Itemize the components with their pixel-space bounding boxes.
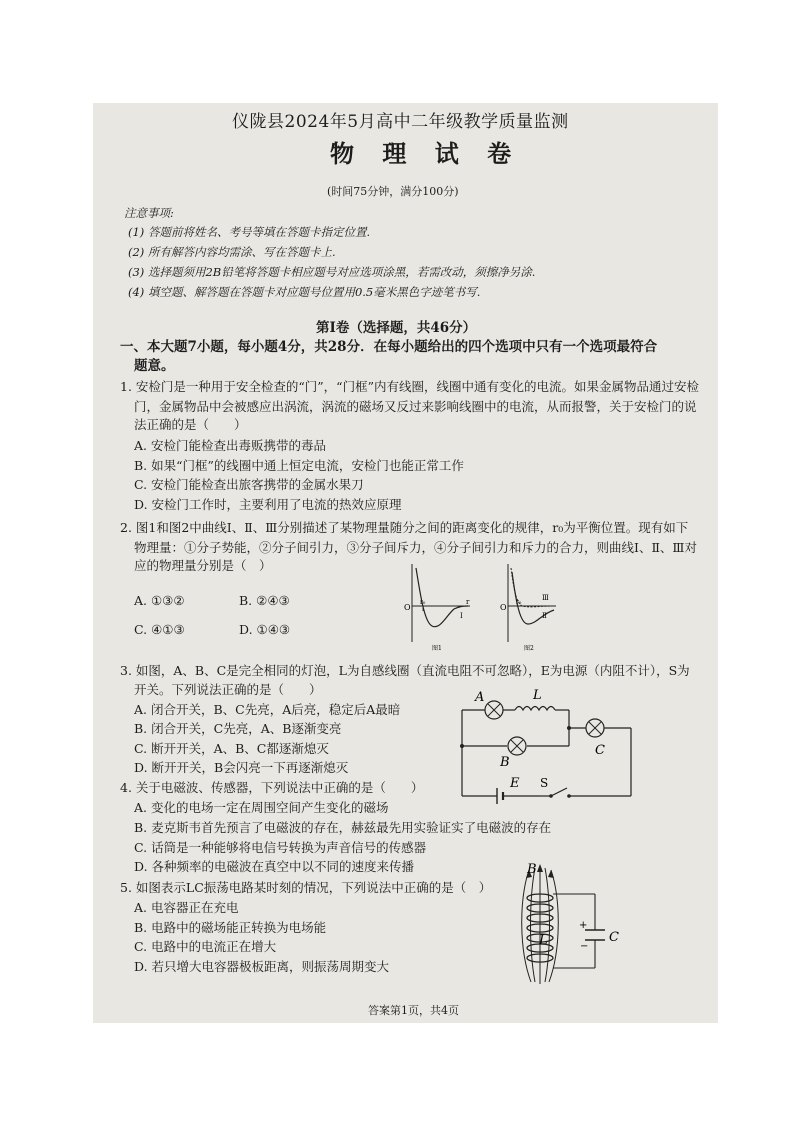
q4-option-b: B. 麦克斯韦首先预言了电磁波的存在，赫兹最先用实验证实了电磁波的存在 (134, 820, 552, 835)
fig2-curve-label-III: Ⅲ (542, 594, 549, 602)
label-L: L (539, 933, 548, 948)
q1-option-c: C. 安检门能检查出旅客携带的金属水果刀 (134, 477, 364, 492)
capacitor-plus-sign: + (579, 920, 588, 931)
q3-circuit-diagram (455, 684, 645, 804)
q1-stem: 法正确的是（ ） (134, 417, 247, 432)
page-footer: 答案第1页，共4页 (368, 1004, 459, 1017)
label-C: C (595, 743, 605, 758)
time-info: (时间75分钟，满分100分) (327, 185, 459, 198)
fig2-caption: 图2 (524, 645, 534, 652)
exam-title: 仪陇县2024年5月高中二年级教学质量监测 (232, 112, 569, 132)
q5-stem: 5. 如图表示LC振荡电路某时刻的情况，下列说法中正确的是（ ） (120, 880, 492, 895)
note-item: (4) 填空题、解答题在答题卡对应题号位置用0.5毫米黑色字迹笔书写. (128, 285, 481, 299)
fig2-origin-label: O (500, 603, 507, 612)
q5-option-b: B. 电路中的磁场能正转换为电场能 (134, 920, 327, 935)
q2-option-c: C. ④①③ (134, 622, 185, 637)
q3-option-c: C. 断开开关，A、B、C都逐渐熄灭 (134, 741, 329, 756)
fig1-origin-label: O (404, 603, 411, 612)
label-A: A (475, 690, 485, 705)
q3-stem: 开关。下列说法正确的是（ ） (134, 682, 322, 697)
notes-heading: 注意事项: (124, 206, 174, 220)
q3-option-a: A. 闭合开关，B、C先亮，A后亮，稳定后A最暗 (134, 702, 401, 717)
fig1-r-label: r (466, 598, 470, 606)
capacitor-minus-sign: − (580, 941, 589, 952)
figure-2 (500, 564, 556, 652)
label-C: C (609, 930, 619, 945)
q2-stem: 应的物理量分别是（ ） (134, 558, 272, 573)
label-S: S (540, 776, 549, 790)
inductor-L-coil (515, 707, 555, 711)
label-E: E (510, 776, 520, 791)
switch-S-blade (551, 788, 567, 796)
q1-stem: 门，金属物品中会被感应出涡流，涡流的磁场又反过来影响线圈中的电流，从而报警，关于安检门的说 (134, 399, 697, 414)
q1-option-a: A. 安检门能检查出毒贩携带的毒品 (134, 438, 326, 453)
q5-option-d: D. 若只增大电容器极板距离，则振荡周期变大 (134, 959, 390, 974)
fig1-caption: 图1 (432, 645, 442, 652)
subject-title: 物 理 试 卷 (330, 139, 522, 168)
q2-option-b: B. ②④③ (239, 593, 290, 608)
q5-option-c: C. 电路中的电流正在增大 (134, 939, 277, 954)
q2-figures (398, 562, 558, 654)
q2-option-d: D. ①④③ (239, 622, 291, 637)
fig2-curve-label-II: Ⅱ (542, 612, 547, 620)
q3-option-d: D. 断开开关，B会闪亮一下再逐渐熄灭 (134, 760, 349, 775)
q4-option-a: A. 变化的电场一定在周围空间产生变化的磁场 (134, 800, 389, 815)
q2-option-a: A. ①③② (134, 593, 185, 608)
q2-stem: 物理量：①分子势能，②分子间引力，③分子间斥力，④分子间引力和斥力的合力，则曲线Ⅰ、Ⅱ、Ⅲ对 (134, 540, 697, 555)
section-intro-cont: 题意。 (134, 358, 175, 374)
q5-lc-circuit-diagram (505, 860, 635, 990)
note-item: (3) 选择题须用2B铅笔将答题卡相应题号对应选项涂黑，若需改动，须擦净另涂. (128, 265, 536, 279)
fig1-curve-label-I: Ⅰ (460, 612, 463, 620)
note-item: (1) 答题前将姓名、考号等填在答题卡指定位置. (128, 225, 371, 239)
label-L: L (533, 688, 542, 703)
q1-option-d: D. 安检门工作时，主要利用了电流的热效应原理 (134, 497, 402, 512)
q4-stem: 4. 关于电磁波、传感器，下列说法中正确的是（ ） (120, 780, 424, 795)
q4-option-d: D. 各种频率的电磁波在真空中以不同的速度来传播 (134, 859, 415, 874)
section-title: 第Ⅰ卷（选择题，共46分） (316, 320, 477, 336)
fig1-r0-label: r₀ (420, 599, 426, 606)
figure-1 (404, 564, 470, 652)
q4-option-c: C. 话筒是一种能够将电信号转换为声音信号的传感器 (134, 840, 427, 855)
label-B: B (527, 861, 537, 877)
q1-stem: 1. 安检门是一种用于安全检查的“门”，“门框”内有线圈，线圈中通有变化的电流。如果金属物品通过安检 (120, 379, 699, 394)
q5-option-a: A. 电容器正在充电 (134, 900, 239, 915)
q1-option-b: B. 如果“门框”的线圈中通上恒定电流，安检门也能正常工作 (134, 458, 464, 473)
note-item: (2) 所有解答内容均需涂、写在答题卡上. (128, 245, 336, 259)
q2-stem: 2. 图1和图2中曲线Ⅰ、Ⅱ、Ⅲ分别描述了某物理量随分之间的距离变化的规律，r₀为平衡位置。现有如下 (120, 520, 689, 535)
q3-stem: 3. 如图，A、B、C是完全相同的灯泡，L为自感线圈（直流电阻不可忽略），E为电源（内阻不计），S为 (120, 663, 690, 678)
q3-option-b: B. 闭合开关，C先亮，A、B逐渐变亮 (134, 721, 342, 736)
fig2-r0-label: r₀ (516, 599, 522, 606)
label-B: B (500, 755, 510, 770)
section-intro: 一、本大题7小题，每小题4分，共28分．在每小题给出的四个选项中只有一个选项最符合 (120, 339, 658, 355)
